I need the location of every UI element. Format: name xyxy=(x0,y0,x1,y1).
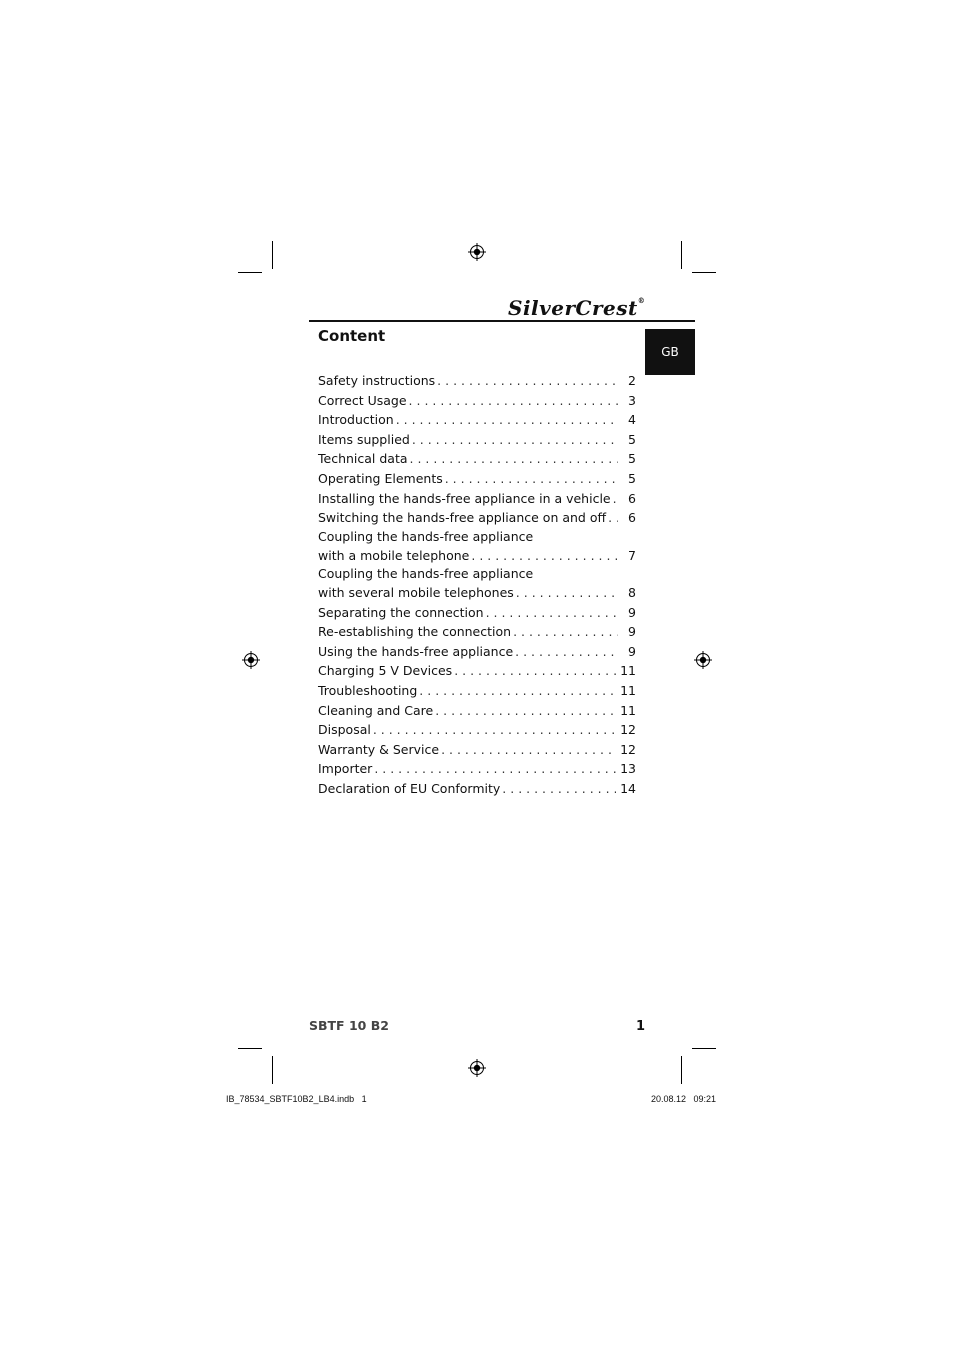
toc-entry-label-line1: Coupling the hands-free appliance xyxy=(318,566,534,582)
toc-entry[interactable] xyxy=(318,508,636,528)
toc-dot-leader xyxy=(613,489,618,509)
toc-entry-label: Using the hands-free appliance xyxy=(318,643,514,659)
toc-entry[interactable] xyxy=(318,410,636,430)
crop-mark xyxy=(692,272,716,273)
toc-entry-label: with a mobile telephone xyxy=(318,547,470,563)
toc-entry[interactable] xyxy=(318,371,636,391)
toc-entry[interactable] xyxy=(318,449,636,469)
toc-entry-label: Re-establishing the connection xyxy=(318,624,512,640)
toc-entry-page: 12 xyxy=(620,741,636,757)
language-tab-label: GB xyxy=(661,345,679,359)
toc-entry[interactable] xyxy=(318,779,636,799)
toc-entry-page: 3 xyxy=(628,392,636,408)
toc-entry-page: 5 xyxy=(628,470,636,486)
toc-entry-label: Switching the hands-free appliance on and off xyxy=(318,510,607,526)
toc-entry-page: 6 xyxy=(628,490,636,506)
crop-mark xyxy=(238,272,262,273)
toc-dot-leader xyxy=(396,410,618,430)
toc-entry[interactable] xyxy=(318,546,636,566)
toc-entry-page: 9 xyxy=(628,604,636,620)
toc-entry-page: 13 xyxy=(620,761,636,777)
toc-dot-leader xyxy=(515,642,618,662)
model-number: SBTF 10 B2 xyxy=(309,1018,389,1033)
toc-entry-page: 5 xyxy=(628,451,636,467)
toc-dot-leader xyxy=(437,371,618,391)
toc-entry-label: Correct Usage xyxy=(318,392,407,408)
toc-entry-page: 8 xyxy=(628,584,636,600)
toc-entry-page: 11 xyxy=(620,702,636,718)
toc-dot-leader xyxy=(513,622,618,642)
toc-entry[interactable] xyxy=(318,681,636,701)
print-slug-file: IB_78534_SBTF10B2_LB4.indb 1 xyxy=(226,1094,367,1104)
toc-dot-leader xyxy=(410,449,618,469)
toc-entry-label: Separating the connection xyxy=(318,604,484,620)
registration-mark-icon xyxy=(468,1059,486,1077)
toc-entry[interactable] xyxy=(318,622,636,642)
toc-entry-label: Introduction xyxy=(318,412,394,428)
toc-entry[interactable] xyxy=(318,720,636,740)
toc-entry-label: Importer xyxy=(318,761,373,777)
header-rule xyxy=(309,320,695,322)
toc-dot-leader xyxy=(454,661,616,681)
toc-entry-label: Disposal xyxy=(318,722,371,738)
toc-entry-label-line1: Coupling the hands-free appliance xyxy=(318,528,534,544)
toc-entry-label: Installing the hands-free appliance in a vehicle xyxy=(318,490,611,506)
registration-mark-icon xyxy=(694,651,712,669)
toc-entry-page: 11 xyxy=(620,682,636,698)
toc-dot-leader xyxy=(412,430,618,450)
toc-entry-label: Cleaning and Care xyxy=(318,702,434,718)
toc-dot-leader xyxy=(486,603,618,623)
toc-entry-page: 6 xyxy=(628,510,636,526)
crop-mark xyxy=(238,1048,262,1049)
toc-entry[interactable] xyxy=(318,740,636,760)
toc-entry-label: Warranty & Service xyxy=(318,741,440,757)
toc-entry[interactable] xyxy=(318,759,636,779)
language-tab xyxy=(645,329,695,375)
toc-entry[interactable] xyxy=(318,391,636,411)
page-title: Content xyxy=(318,327,386,345)
page-number: 1 xyxy=(636,1019,646,1034)
toc-entry[interactable] xyxy=(318,430,636,450)
toc-entry[interactable] xyxy=(318,583,636,603)
toc-dot-leader xyxy=(471,546,618,566)
toc-entry-page: 11 xyxy=(620,663,636,679)
toc-dot-leader xyxy=(419,681,616,701)
registration-mark-icon xyxy=(242,651,260,669)
toc-dot-leader xyxy=(374,759,616,779)
toc-dot-leader xyxy=(373,720,616,740)
crop-mark xyxy=(692,1048,716,1049)
toc-entry-label: Operating Elements xyxy=(318,470,443,486)
toc-dot-leader xyxy=(409,391,618,411)
crop-mark xyxy=(681,241,682,269)
registration-mark-icon xyxy=(468,243,486,261)
brand-name: SilverCrest xyxy=(508,296,638,320)
toc-entry-page: 12 xyxy=(620,722,636,738)
crop-mark xyxy=(272,1056,273,1084)
toc-entry-label: Safety instructions xyxy=(318,373,436,388)
toc-entry-label: Troubleshooting xyxy=(318,682,418,698)
toc-entry[interactable] xyxy=(318,469,636,489)
toc-entry-page: 9 xyxy=(628,624,636,640)
toc-entry-page: 2 xyxy=(628,373,636,388)
toc-dot-leader xyxy=(516,583,618,603)
toc-entry-label: Items supplied xyxy=(318,431,410,447)
toc-entry[interactable] xyxy=(318,642,636,662)
toc-entry-page: 14 xyxy=(620,780,636,796)
toc-dot-leader xyxy=(445,469,618,489)
crop-mark xyxy=(272,241,273,269)
toc-entry-page: 7 xyxy=(628,547,636,563)
toc-entry[interactable] xyxy=(318,603,636,623)
toc-dot-leader xyxy=(502,779,616,799)
toc-entry-label: Charging 5 V Devices xyxy=(318,663,453,679)
toc-dot-leader xyxy=(441,740,616,760)
toc-entry-label: Technical data xyxy=(318,451,408,467)
brand-logo xyxy=(508,296,645,320)
toc-entry[interactable] xyxy=(318,701,636,721)
toc-entry-page: 5 xyxy=(628,431,636,447)
table-of-contents xyxy=(318,371,636,798)
brand-registered-mark: ® xyxy=(637,296,646,305)
toc-dot-leader xyxy=(435,701,616,721)
toc-entry-page: 4 xyxy=(628,412,636,428)
toc-entry-label: Declaration of EU Conformity xyxy=(318,780,501,796)
crop-mark xyxy=(681,1056,682,1084)
toc-entry-page: 9 xyxy=(628,643,636,659)
print-slug-date: 20.08.12 09:21 xyxy=(651,1094,717,1104)
toc-entry[interactable] xyxy=(318,489,636,509)
toc-entry-label: with several mobile telephones xyxy=(318,584,514,600)
toc-dot-leader xyxy=(608,508,618,528)
toc-entry[interactable] xyxy=(318,661,636,681)
